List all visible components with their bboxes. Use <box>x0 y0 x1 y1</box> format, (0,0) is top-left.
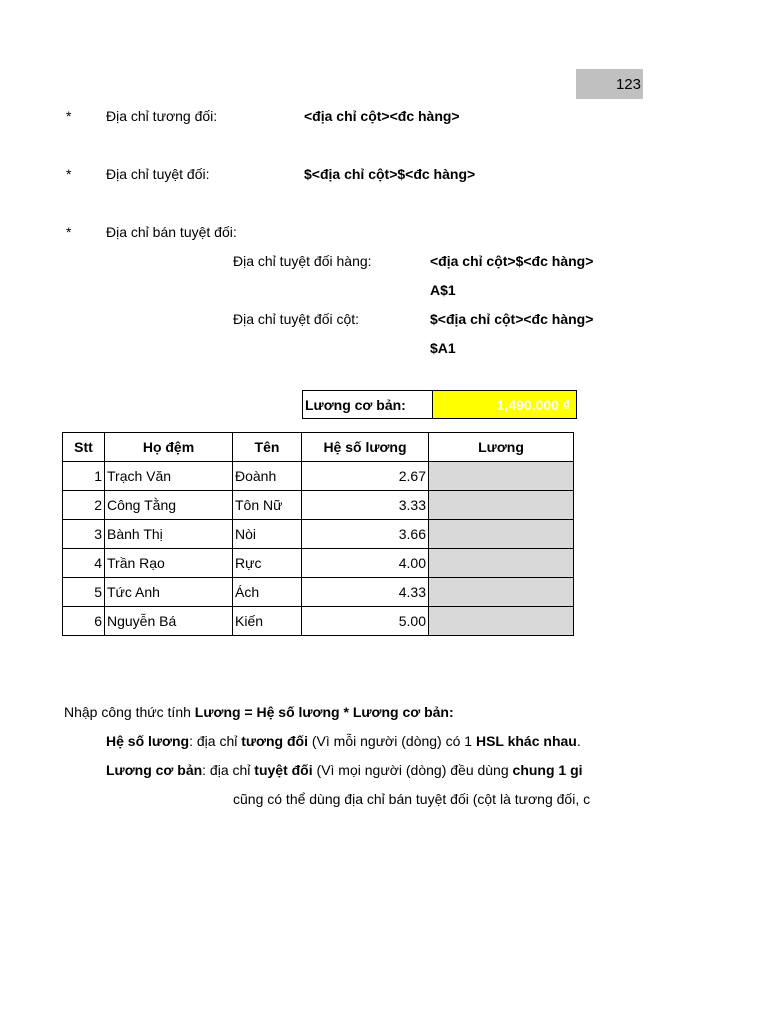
cell-luong[interactable] <box>429 578 574 607</box>
header-luong: Lương <box>429 433 574 462</box>
base-salary-box <box>302 390 577 419</box>
cell-badge: 123 <box>576 69 643 99</box>
term-hsl-different: HSL khác nhau <box>475 733 577 749</box>
cell-stt[interactable]: 3 <box>63 520 105 549</box>
instruction-line-2 <box>106 733 643 749</box>
cell-ten[interactable]: Nòi <box>233 520 302 549</box>
cell-he-so-luong[interactable]: 4.33 <box>302 578 429 607</box>
bullet: * <box>66 166 72 182</box>
absolute-address-label: Địa chỉ tuyệt đối: <box>106 166 210 182</box>
cell-ten[interactable]: Đoành <box>233 462 302 491</box>
table-row <box>63 520 574 549</box>
cell-ho-dem[interactable]: Tức Anh <box>105 578 233 607</box>
instruction-text: : địa chỉ <box>189 733 242 749</box>
row-absolute-syntax: <địa chỉ cột>$<đc hàng> <box>430 253 594 269</box>
absolute-address-syntax: $<địa chỉ cột>$<đc hàng> <box>304 166 476 182</box>
cell-luong[interactable] <box>429 607 574 636</box>
table-row <box>63 462 574 491</box>
instruction-line-4 <box>233 791 643 807</box>
cell-luong[interactable] <box>429 549 574 578</box>
base-salary-cell[interactable]: 1,490,000 ₫ <box>433 391 576 418</box>
relative-address-label: Địa chỉ tương đối: <box>106 108 218 124</box>
cell-ho-dem[interactable]: Trạch Văn <box>105 462 233 491</box>
header-he-so-luong: Hệ số lương <box>302 433 429 462</box>
bullet: * <box>66 224 72 240</box>
term-absolute: tuyệt đối <box>254 762 313 778</box>
cell-he-so-luong[interactable]: 5.00 <box>302 607 429 636</box>
term-relative: tương đối <box>241 733 308 749</box>
cell-ten[interactable]: Tôn Nữ <box>233 491 302 520</box>
salary-table <box>62 432 574 636</box>
cell-ho-dem[interactable]: Nguyễn Bá <box>105 607 233 636</box>
header-ten: Tên <box>233 433 302 462</box>
cell-stt[interactable]: 2 <box>63 491 105 520</box>
term-he-so-luong: Hệ số lương <box>106 733 190 749</box>
table-row <box>63 491 574 520</box>
cell-ho-dem[interactable]: Bành Thị <box>105 520 233 549</box>
instruction-text: Nhập công thức tính <box>64 704 195 720</box>
cell-ho-dem[interactable]: Công Tằng <box>105 491 233 520</box>
row-absolute-example: A$1 <box>430 282 456 298</box>
term-common: chung 1 gi <box>512 762 583 778</box>
cell-he-so-luong[interactable]: 3.66 <box>302 520 429 549</box>
table-row <box>63 549 574 578</box>
bullet: * <box>66 108 72 124</box>
cell-stt[interactable]: 5 <box>63 578 105 607</box>
instruction-text: cũng có thể dùng địa chỉ bán tuyệt đối (cột là tương đối, c <box>233 791 591 807</box>
formula-text: Lương = Hệ số lương * Lương cơ bản: <box>194 704 454 720</box>
cell-luong[interactable] <box>429 491 574 520</box>
table-header-row <box>63 433 574 462</box>
instruction-line-1 <box>64 704 643 720</box>
cell-stt[interactable]: 4 <box>63 549 105 578</box>
instruction-line-3 <box>106 762 643 778</box>
mixed-address-label: Địa chỉ bán tuyệt đối: <box>106 224 237 240</box>
cell-ten[interactable]: Kiến <box>233 607 302 636</box>
header-ho-dem: Họ đệm <box>105 433 233 462</box>
term-luong-co-ban: Lương cơ bản <box>106 762 203 778</box>
col-absolute-syntax: $<địa chỉ cột><đc hàng> <box>430 311 594 327</box>
cell-ho-dem[interactable]: Trần Rạo <box>105 549 233 578</box>
cell-luong[interactable] <box>429 520 574 549</box>
table-row <box>63 578 574 607</box>
header-stt: Stt <box>63 433 105 462</box>
cell-he-so-luong[interactable]: 3.33 <box>302 491 429 520</box>
col-absolute-label: Địa chỉ tuyệt đối cột: <box>233 311 360 327</box>
instruction-text: (Vì mỗi người (dòng) có 1 <box>308 733 476 749</box>
cell-he-so-luong[interactable]: 4.00 <box>302 549 429 578</box>
cell-ten[interactable]: Rực <box>233 549 302 578</box>
instruction-text: . <box>576 733 581 749</box>
row-absolute-label: Địa chỉ tuyệt đối hàng: <box>233 253 372 269</box>
instruction-text: : địa chỉ <box>202 762 255 778</box>
relative-address-syntax: <địa chỉ cột><đc hàng> <box>304 108 460 124</box>
cell-stt[interactable]: 1 <box>63 462 105 491</box>
col-absolute-example: $A1 <box>430 340 456 356</box>
cell-he-so-luong[interactable]: 2.67 <box>302 462 429 491</box>
cell-ten[interactable]: Ách <box>233 578 302 607</box>
cell-luong[interactable] <box>429 462 574 491</box>
base-salary-label: Lương cơ bản: <box>303 391 433 418</box>
cell-stt[interactable]: 6 <box>63 607 105 636</box>
instruction-text: (Vì mọi người (dòng) đều dùng <box>312 762 513 778</box>
table-row <box>63 607 574 636</box>
